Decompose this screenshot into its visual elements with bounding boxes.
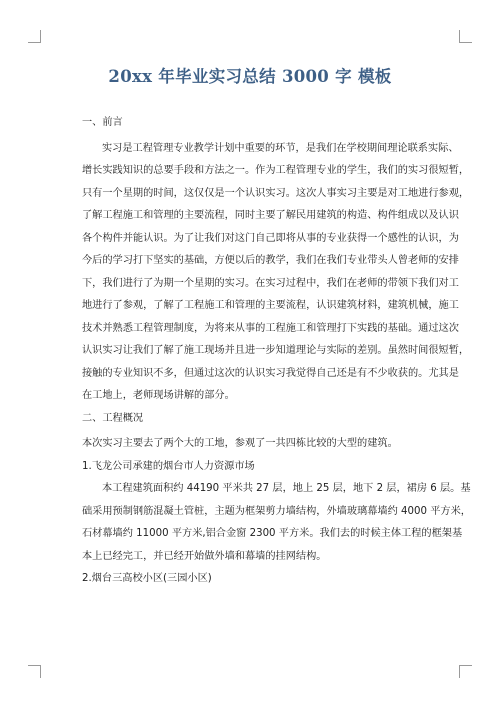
document-body (62, 112, 471, 591)
section-heading-overview: 二、工程概况 (82, 412, 144, 424)
preface-paragraph (62, 138, 470, 408)
preface-line: 今后的学习打下坚实的基础，方便以后的教学，我们在我们专业带头人曾老师的安排 (82, 255, 459, 266)
document-title: 20xx 年毕业实习总结 3000 字 模板 (108, 67, 392, 86)
site1-line: 本上已经完工，并已经开始做外墙和幕墙的挂网结构。 (82, 550, 327, 562)
preface-line: 增长实践知识的总要手段和方法之一。作为工程管理专业的学生，我们的实习很短暂， (82, 165, 470, 176)
site1-line: 本工程建筑面积约 44190 平米共 27 层，地上 25 层，地下 2 层，裙房 6 层。基 (102, 483, 471, 494)
crop-mark-top-right (459, 30, 472, 43)
crop-mark-bottom-right (459, 665, 472, 678)
preface-line: 地进行了参观，了解了工程施工和管理的主要流程，认识建筑材料，建筑机械，施工 (82, 300, 459, 311)
preface-line: 只有一个星期的时间，这仅仅是一个认识实习。这次人事实习主要是对工地进行参观， (82, 187, 470, 199)
preface-line: 接触的专业知识不多，但通过这次的认识实习我觉得自己还是有不少收获的。尤其是 (82, 367, 459, 379)
preface-line: 实习是工程管理专业教学计划中重要的环节，是我们在学校期间理论联系实际、 (102, 142, 459, 154)
site1-title: 1.飞龙公司承建的烟台市人力资源市场 (82, 460, 255, 472)
site2-title: 2.烟台三高校小区(三园小区) (82, 573, 212, 584)
crop-mark-top-left (28, 30, 41, 43)
preface-line: 下，我们进行了为期一个星期的实习。在实习过程中，我们在老师的带领下我们对工 (82, 277, 459, 289)
preface-line: 了解工程施工和管理的主要流程，同时主要了解民用建筑的构造、构件组成以及认识 (82, 210, 459, 221)
preface-line: 认识实习让我们了解了施工现场并且进一步知道理论与实际的差别。虽然时间很短暂， (82, 345, 470, 356)
preface-line: 各个构件并能认识。为了让我们对这门自己即将从事的专业获得一个感性的认识，为 (82, 232, 459, 244)
crop-mark-bottom-left (28, 665, 41, 678)
site1-line: 础采用预制钢筋混凝土管桩，主题为框架剪力墙结构，外墙玻璃幕墙约 4000 平方米， (82, 505, 471, 517)
site1-line: 石材幕墙约 11000 平方米,铝合金窗 2300 平方米。我们去的时候主体工程的框架基 (82, 528, 463, 539)
section-heading-preface: 一、前言 (82, 117, 123, 128)
preface-line: 在工地上，老师现场讲解的部分。 (82, 390, 235, 401)
site1-paragraph (62, 478, 471, 568)
preface-line: 技术并熟悉工程管理制度，为将来从事的工程施工和管理打下实践的基础。通过这次 (82, 322, 459, 334)
overview-intro: 本次实习主要去了两个大的工地，参观了一共四栋比较的大型的建筑。 (82, 438, 398, 449)
